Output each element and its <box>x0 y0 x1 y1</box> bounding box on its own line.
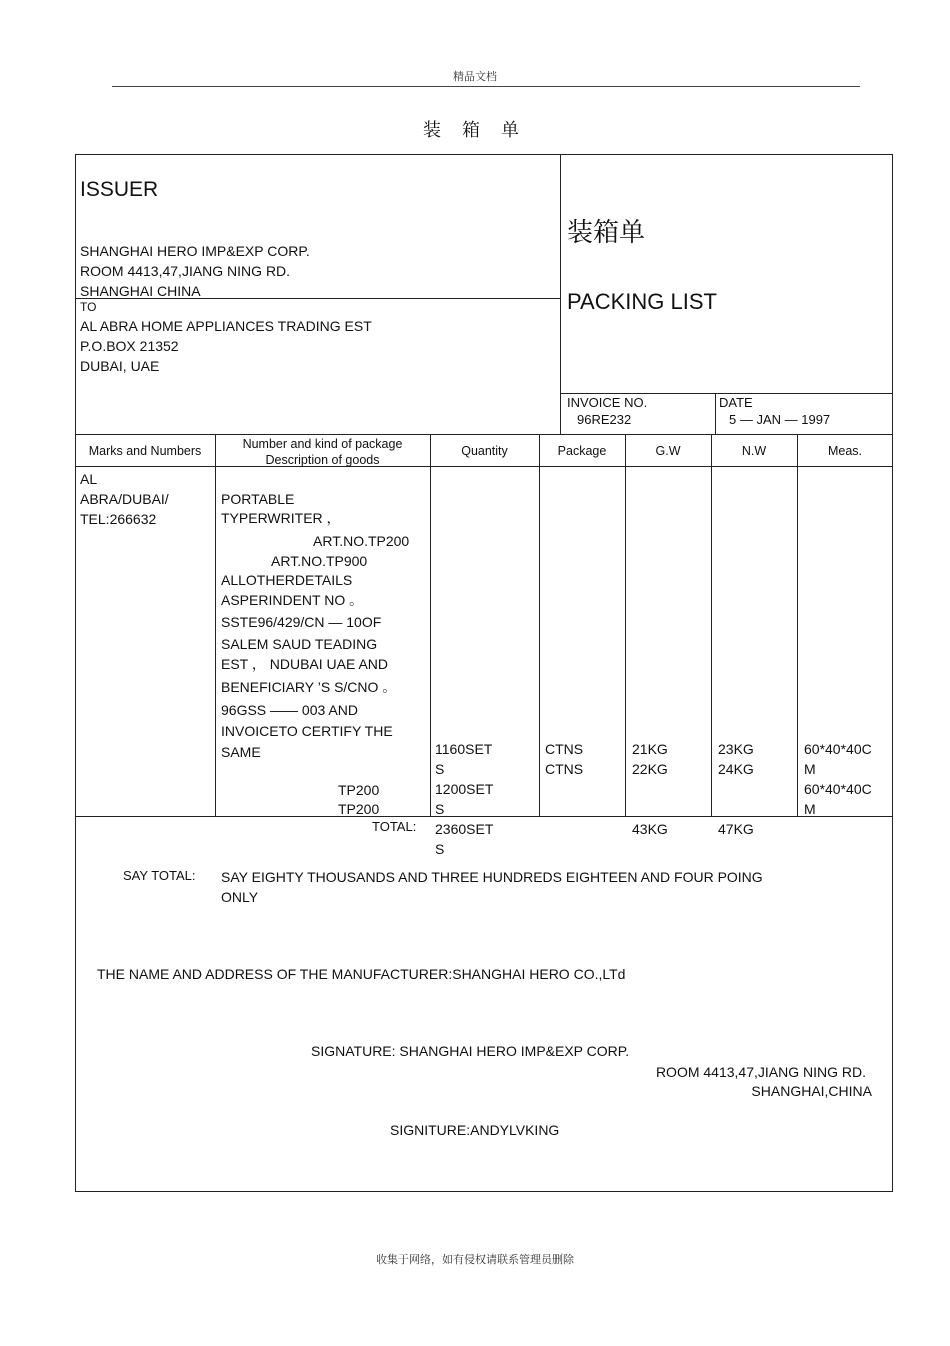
item-gross-weight <box>632 739 668 779</box>
page-header: 精品文档 <box>453 71 497 83</box>
col-divider-4 <box>625 434 626 816</box>
meas-line: M <box>804 801 816 817</box>
meas-line: M <box>804 761 816 777</box>
total-qty-line: 2360SET <box>435 821 494 837</box>
col-header-marks: Marks and Numbers <box>88 444 202 458</box>
signatory-name: SIGNITURE:ANDYLVKING <box>390 1122 560 1138</box>
issuer-address <box>80 241 310 301</box>
total-label: TOTAL: <box>372 819 417 834</box>
marks-line: ABRA/DUBAI/ <box>80 491 169 507</box>
invoice-label: INVOICE NO. <box>567 395 648 410</box>
desc-line: SAME <box>221 744 261 760</box>
issuer-line: SHANGHAI CHINA <box>80 283 201 299</box>
col-header-nw: N.W <box>741 444 767 458</box>
desc-line: EST ， NDUBAI UAE AND <box>221 656 389 672</box>
desc-line: ASPERINDENT NO 。 <box>221 592 364 608</box>
say-total-line: SAY EIGHTY THOUSANDS AND THREE HUNDREDS EIGHTEEN AND FOUR POING <box>221 869 763 885</box>
desc-line: PORTABLE <box>221 491 295 507</box>
date-label: DATE <box>719 395 753 410</box>
desc-line: ART.NO.TP900 <box>271 553 368 569</box>
col-header-description <box>215 436 430 468</box>
package-line: CTNS <box>545 741 584 757</box>
desc-line: TP200 <box>338 801 380 817</box>
to-line: DUBAI, UAE <box>80 358 160 374</box>
marks-line: TEL:266632 <box>80 511 157 527</box>
table-top-line <box>75 434 893 435</box>
desc-line: BENEFICIARY ’S S/CNO 。 <box>221 679 397 695</box>
total-gross-weight: 43KG <box>632 821 668 837</box>
desc-line: SSTE96/429/CN — 10OF <box>221 614 382 630</box>
col-header-gw: G.W <box>655 444 681 458</box>
package-line: CTNS <box>545 761 584 777</box>
signature-company: SIGNATURE: SHANGHAI HERO IMP&EXP CORP. <box>311 1043 630 1059</box>
date-value: 5 — JAN — 1997 <box>729 412 831 427</box>
invoice-number: 96RE232 <box>577 412 632 427</box>
marks-line: AL <box>80 471 98 487</box>
signature-address: ROOM 4413,47,JIANG NING RD. <box>655 1064 866 1080</box>
item-quantity <box>435 739 493 819</box>
desc-line: SALEM SAUD TEADING <box>221 636 378 652</box>
col-header-desc-line: Number and kind of package <box>242 437 403 451</box>
meas-line: 60*40*40C <box>804 781 872 797</box>
col-divider-1 <box>215 434 216 816</box>
say-total-label: SAY TOTAL: <box>123 868 196 883</box>
packing-list-frame <box>75 154 893 1192</box>
desc-line: INVOICETO CERTIFY THE <box>221 723 393 739</box>
to-label: TO <box>80 300 97 314</box>
nw-line: 24KG <box>718 761 754 777</box>
document-title: 装 箱 单 <box>422 120 527 140</box>
qty-line: S <box>435 761 445 777</box>
item-net-weight <box>718 739 754 779</box>
total-quantity <box>435 819 493 859</box>
header-divider <box>112 86 860 87</box>
total-qty-line: S <box>435 841 445 857</box>
desc-line: TYPERWRITER ， <box>221 510 341 526</box>
invoice-date-divider <box>715 393 716 434</box>
col-header-meas: Meas. <box>827 444 863 458</box>
signature-city: SHANGHAI,CHINA <box>751 1083 872 1099</box>
col-divider-2 <box>430 434 431 816</box>
say-total-line: ONLY <box>221 889 259 905</box>
doc-name-cn: 装箱单 <box>567 217 646 247</box>
col-header-package: Package <box>557 444 607 458</box>
page-footer: 收集于网络，如有侵权请联系管理员删除 <box>376 1254 574 1266</box>
qty-line: 1200SET <box>435 781 494 797</box>
desc-line: ART.NO.TP200 <box>313 533 410 549</box>
item-measurement <box>804 739 872 819</box>
shipping-marks <box>80 469 169 529</box>
issuer-line: SHANGHAI HERO IMP&EXP CORP. <box>80 243 310 259</box>
to-line: P.O.BOX 21352 <box>80 338 179 354</box>
desc-line: 96GSS —— 003 AND <box>221 702 358 718</box>
col-divider-5 <box>711 434 712 816</box>
col-header-quantity: Quantity <box>461 444 508 458</box>
issuer-label: ISSUER <box>80 178 159 201</box>
say-total-text <box>221 867 763 907</box>
table-header-line <box>75 466 893 467</box>
gw-line: 22KG <box>632 761 668 777</box>
desc-line: ALLOTHERDETAILS <box>221 572 353 588</box>
to-address <box>80 316 372 376</box>
col-divider-3 <box>539 434 540 816</box>
col-divider-6 <box>797 434 798 816</box>
top-vertical-divider <box>560 154 561 434</box>
col-header-desc-line: Description of goods <box>265 453 380 467</box>
item-package <box>545 739 583 779</box>
total-net-weight: 47KG <box>718 821 754 837</box>
qty-line: 1160SET <box>435 741 493 757</box>
doc-name-en: PACKING LIST <box>567 289 717 314</box>
meas-line: 60*40*40C <box>804 741 872 757</box>
issuer-line: ROOM 4413,47,JIANG NING RD. <box>80 263 291 279</box>
desc-line: TP200 <box>338 782 380 798</box>
qty-line: S <box>435 801 445 817</box>
manufacturer-statement: THE NAME AND ADDRESS OF THE MANUFACTURER:SHANGHAI HERO CO.,LTd <box>97 966 626 982</box>
nw-line: 23KG <box>718 741 754 757</box>
gw-line: 21KG <box>632 741 668 757</box>
to-line: AL ABRA HOME APPLIANCES TRADING EST <box>80 318 372 334</box>
